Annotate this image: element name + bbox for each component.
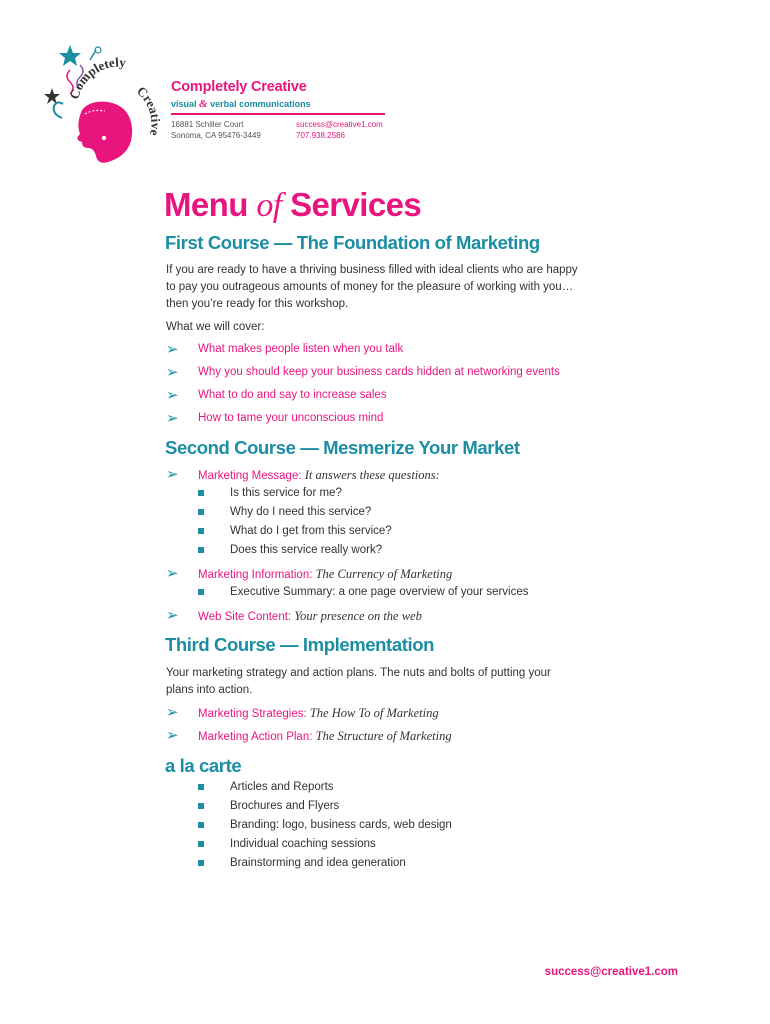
item-label: Web Site Content: [198, 611, 295, 623]
intro-line: to pay you outrageous amounts of money for the pleasure of working with you… [166, 281, 574, 293]
brand-tagline [171, 98, 387, 110]
postal-address [171, 119, 261, 141]
brand-name: Completely Creative [171, 79, 307, 95]
page-title [164, 186, 421, 225]
square-bullet-icon [198, 841, 204, 847]
title-menu: Menu [164, 186, 257, 223]
arrow-bullet-icon: ➢ [166, 466, 179, 483]
carte-item-text: Branding: logo, business cards, web design [230, 819, 452, 831]
list-item-label [198, 567, 452, 582]
third-course-intro [166, 665, 606, 699]
list-item-label [198, 609, 422, 624]
item-subtitle: The Currency of Marketing [315, 567, 453, 581]
tagline-visual: visual [171, 99, 200, 109]
carte-item-text: Articles and Reports [230, 781, 334, 793]
arrow-bullet-icon: ➢ [166, 607, 179, 624]
arrow-bullet-icon: ➢ [166, 364, 179, 381]
tagline-ampersand: & [199, 98, 208, 110]
intro-line: then you’re ready for this workshop. [166, 298, 349, 310]
item-label: Marketing Strategies: [198, 708, 310, 720]
square-bullet-icon [198, 784, 204, 790]
list-item-label: Why you should keep your business cards hidden at networking events [198, 366, 560, 378]
item-subtitle: The How To of Marketing [309, 706, 439, 720]
brand-divider [171, 113, 385, 115]
question-text: What do I get from this service? [230, 525, 392, 537]
arrow-bullet-icon: ➢ [166, 410, 179, 427]
item-label: Marketing Message: [198, 470, 305, 482]
carte-item-text: Brainstorming and idea generation [230, 857, 406, 869]
square-bullet-icon [198, 490, 204, 496]
header-email-link[interactable]: success@creative1.com [296, 120, 383, 129]
item-subtitle: Your presence on the web [294, 609, 422, 623]
star-icon [59, 45, 81, 66]
third-course-heading: Third Course — Implementation [165, 634, 435, 655]
item-subtitle: The Structure of Marketing [315, 729, 452, 743]
arrow-bullet-icon: ➢ [166, 727, 179, 744]
square-bullet-icon [198, 822, 204, 828]
question-text: Does this service really work? [230, 544, 383, 556]
item-label: Marketing Information: [198, 569, 316, 581]
first-course-intro [166, 262, 606, 313]
intro-line: Your marketing strategy and action plans. The nuts and bolts of putting your [166, 667, 551, 679]
square-bullet-icon [198, 509, 204, 515]
address-line-1: 16881 Schiller Court [171, 120, 244, 129]
logo-arc-side-text: Creative [134, 83, 164, 138]
intro-line: plans into action. [166, 684, 253, 696]
carte-item-text: Individual coaching sessions [230, 838, 376, 850]
square-bullet-icon [198, 803, 204, 809]
square-bullet-icon [198, 547, 204, 553]
square-bullet-icon [198, 528, 204, 534]
item-subtitle: It answers these questions: [304, 468, 440, 482]
arrow-bullet-icon: ➢ [166, 387, 179, 404]
header-phone: 707.938.2586 [296, 131, 345, 140]
svg-text:Creative [134, 83, 163, 137]
logo-arc-top-text: Completely [66, 54, 127, 101]
cover-label: What we will cover: [166, 321, 265, 333]
list-item-label: What to do and say to increase sales [198, 389, 387, 401]
title-services: Services [281, 186, 422, 223]
address-line-2: Sonoma, CA 95476-3449 [171, 131, 261, 140]
question-text: Is this service for me? [230, 487, 342, 499]
item-label: Marketing Action Plan: [198, 731, 316, 743]
list-item-label [198, 706, 439, 721]
list-item-label [198, 729, 452, 744]
second-course-heading: Second Course — Mesmerize Your Market [165, 437, 520, 458]
square-bullet-icon [198, 860, 204, 866]
brand-block [171, 79, 387, 115]
arrow-bullet-icon: ➢ [166, 565, 179, 582]
info-sub-text: Executive Summary: a one page overview of your services [230, 586, 529, 598]
intro-line: If you are ready to have a thriving business filled with ideal clients who are happy [166, 264, 578, 276]
list-item-label [198, 468, 440, 483]
completely-creative-logo [40, 40, 170, 180]
question-text: Why do I need this service? [230, 506, 372, 518]
list-item-label: How to tame your unconscious mind [198, 412, 384, 424]
square-bullet-icon [198, 589, 204, 595]
title-of: of [256, 187, 282, 224]
first-course-heading: First Course — The Foundation of Marketing [165, 232, 540, 253]
contact-info [296, 119, 383, 141]
arrow-bullet-icon: ➢ [166, 704, 179, 721]
carte-item-text: Brochures and Flyers [230, 800, 340, 812]
tagline-rest: verbal communications [207, 99, 311, 109]
list-item-label: What makes people listen when you talk [198, 343, 404, 355]
arrow-bullet-icon: ➢ [166, 341, 179, 358]
footer-email-link[interactable]: success@creative1.com [544, 966, 678, 978]
a-la-carte-heading: a la carte [165, 755, 242, 776]
